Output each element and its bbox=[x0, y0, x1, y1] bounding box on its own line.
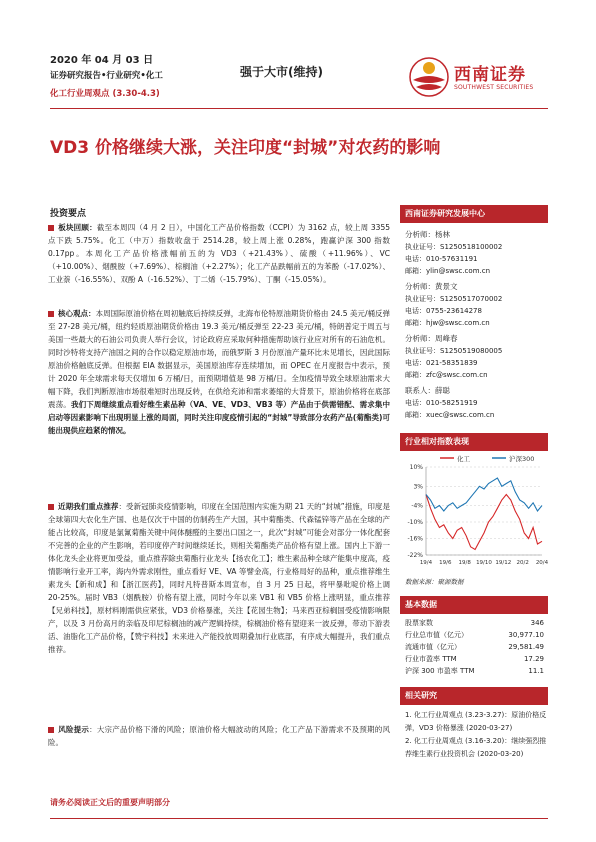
bullet-icon bbox=[48, 727, 54, 733]
chart-header: 行业相对指数表现 bbox=[400, 433, 548, 451]
team-header: 西南证券研究发展中心 bbox=[400, 205, 548, 223]
analyst-name: 分析师：周峰春 bbox=[405, 334, 458, 343]
analyst-cert: 执业证号：S1250519080005 bbox=[405, 347, 503, 355]
basic-data-row bbox=[400, 641, 548, 653]
y-tick-label: -22% bbox=[407, 552, 423, 559]
analyst-phone: 电话：010-57631191 bbox=[405, 255, 478, 263]
paragraph-core-view bbox=[48, 307, 390, 437]
company-logo bbox=[408, 54, 548, 104]
report-series: 化工行业周观点 (3.30-4.3) bbox=[50, 89, 160, 99]
bullet-icon bbox=[48, 504, 54, 510]
basic-key: 行业总市值（亿元） bbox=[405, 631, 468, 639]
paragraph-text: 截至本周四（4 月 2 日），中国化工产品价格指数（CCPI）为 3162 点，较上周 3355 点下跌 5.75%。化工（中万）指数收盘于 2514.28，较上周上涨 0.28%，跑赢沪深 300 指数 0.17pp。本周化工产品价格涨幅前五的为 VD3（+21.43%）、硫酸（+11.96%）、VC（+10.00%）、烟酰胺（+7.69%）、棕榈油（+2.27%）；化工产品跌幅前五的为苯酚（-17.02%）、工业萘（-16.55%）、双酚 A（-16.52%）、丁二烯（-15.79%）、丁酮（-15.05%）。 bbox=[48, 223, 391, 284]
relative-index-chart bbox=[400, 451, 548, 573]
analyst-email[interactable]: 邮箱：ylin@swsc.com.cn bbox=[405, 267, 491, 275]
paragraph-risk bbox=[48, 723, 390, 749]
basic-data-row bbox=[400, 629, 548, 641]
analyst-phone: 电话：0755-23614278 bbox=[405, 307, 482, 315]
chart-source: 数据来源：聚源数据 bbox=[405, 578, 464, 586]
y-tick-label: -16% bbox=[407, 535, 423, 543]
paragraph-label: 近期我们重点推荐 bbox=[58, 502, 119, 511]
y-tick-label: -10% bbox=[407, 519, 423, 526]
analyst-card bbox=[400, 281, 548, 329]
related-research-item[interactable]: 1. 化工行业周观点 (3.23-3.27)：原油价格反弹，VD3 价格暴涨 (2020-03-27) bbox=[405, 711, 547, 732]
footer-divider bbox=[50, 818, 548, 819]
basic-data-row bbox=[400, 653, 548, 665]
x-tick-label: 19/4 bbox=[419, 560, 433, 566]
related-research-header: 相关研究 bbox=[400, 687, 548, 705]
y-tick-label: -4% bbox=[411, 502, 423, 510]
analyst-email[interactable]: 邮箱：hjw@swsc.com.cn bbox=[405, 319, 490, 327]
y-tick-label: 10% bbox=[409, 464, 423, 471]
x-tick-label: 19/12 bbox=[495, 560, 512, 566]
bullet-icon bbox=[48, 225, 54, 231]
legend-label: 化工 bbox=[457, 455, 470, 463]
paragraph-label: 板块回顾： bbox=[58, 223, 97, 232]
analyst-name: 分析师：黄景文 bbox=[405, 282, 458, 291]
basic-value: 29,581.49 bbox=[508, 643, 544, 651]
header-divider bbox=[50, 108, 548, 109]
analyst-name: 分析师：杨林 bbox=[405, 230, 450, 239]
report-category: 证券研究报告•行业研究•化工 bbox=[50, 71, 163, 81]
basic-data-header: 基本数据 bbox=[400, 596, 548, 614]
related-research-item[interactable]: 2. 化工行业周观点 (3.16-3.20)：继续强烈推荐维生素行业投资机会 (2020-03-20) bbox=[405, 737, 547, 758]
analyst-card bbox=[400, 229, 548, 277]
disclaimer-note: 请务必阅读正文后的重要声明部分 bbox=[50, 798, 170, 807]
basic-key: 流通市值（亿元） bbox=[405, 643, 461, 651]
contact-phone: 电话：010-58251919 bbox=[405, 399, 478, 407]
report-date: 2020 年 04 月 03 日 bbox=[50, 55, 154, 66]
analyst-cert: 执业证号：S1250517070002 bbox=[405, 295, 503, 303]
contact-card bbox=[400, 385, 548, 421]
basic-key: 沪深 300 市盈率 TTM bbox=[405, 667, 475, 675]
basic-data-row bbox=[400, 665, 548, 677]
page-title: VD3 价格继续大涨，关注印度“封城”对农药的影响 bbox=[50, 138, 441, 158]
legend-label: 沪深300 bbox=[509, 455, 535, 463]
contact-email[interactable]: 邮箱：xuec@swsc.com.cn bbox=[405, 411, 495, 419]
analyst-email[interactable]: 邮箱：zfc@swsc.com.cn bbox=[405, 371, 488, 379]
paragraph-label: 核心观点： bbox=[58, 309, 96, 318]
basic-data-row bbox=[400, 617, 548, 629]
logo-subtitle: SOUTHWEST SECURITIES bbox=[454, 84, 534, 91]
section-title: 投资要点 bbox=[50, 209, 87, 219]
basic-value: 11.1 bbox=[528, 667, 544, 675]
x-tick-label: 20/4 bbox=[535, 560, 548, 566]
paragraph-review bbox=[48, 221, 390, 286]
bullet-icon bbox=[48, 311, 54, 317]
paragraph-label: 风险提示 bbox=[58, 725, 90, 734]
paragraph-recommend bbox=[48, 500, 390, 656]
basic-value: 17.29 bbox=[523, 655, 544, 663]
logo-name: 西南证券 bbox=[454, 65, 526, 85]
x-tick-label: 20/2 bbox=[516, 560, 529, 566]
analyst-phone: 电话：021-58351839 bbox=[405, 359, 478, 367]
paragraph-text: ：大宗产品价格下滑的风险；原油价格大幅波动的风险；化工产品下游需求不及预期的风险。 bbox=[48, 725, 391, 747]
paragraph-bold-text: 我们下周继续重点看好维生素品种（VA、VE、VD3、VB3 等）产品由于供需错配、需求集中启动等因素影响下出现明显上涨的局面，同时关注印度疫情引起的“封城”导致部分农药产品(菊酯类)可能出现供应趋紧的情况。 bbox=[48, 400, 391, 435]
basic-key: 行业市盈率 TTM bbox=[405, 655, 457, 663]
contact-name: 联系人：薛聪 bbox=[405, 386, 450, 395]
analyst-cert: 执业证号：S1250518100002 bbox=[405, 243, 503, 251]
basic-value: 30,977.10 bbox=[508, 631, 544, 639]
y-tick-label: 3% bbox=[413, 483, 423, 491]
paragraph-text: 本周国际原油价格在周初触底后持续反弹，北海布伦特原油期货价格由 24.5 美元/桶反弹至 27-28 美元/桶，纽约轻质原油期货价格由 19.3 美元/桶反弹至 22-23 美元/桶，特朗普定于周五与美国一些最大的石油公司负责人举行会议，讨论政府应采取何种措施帮助该行业应对所有的石油危机。同时沙特将支持产油国之间的合作以稳定原油市场，而俄罗斯 3 月份原油产量环比未见增长，因此国际原油价格触底反弹。但根据 EIA 数据显示，美国原油库存连续增加，而 OPEC 在月度报告中表示，预计 2020 年全球需求每天仅增加 6 万桶/日，而预期增值是 98 万桶/日。全加疫情导致全球原油需求大幅下降，我们判断原油市场很难短时出现反转，在供给充沛和需求萎缩的大背景下，原油价格将在底部震荡。 bbox=[48, 309, 391, 409]
industry-rating: 强于大市(维持) bbox=[240, 65, 323, 79]
sidebar bbox=[400, 205, 548, 761]
paragraph-text: ：受新冠肺炎疫情影响，印度在全国范围内实施为期 21 天的“封城”措施，印度是全球第四大农化生产国、也是仅次于中国的仿制药生产大国，其中菊酯类、代森锰锌等产品在全球的产能占比较高，印度是氯氰菊酯关键中间体醚醛的主要出口国之一，此次“封城”可能会对部分一体化配套不完善的企业的产生影响，若印度停产时间继续延长，则相关菊酯类产品价格有望上涨。国内上下游一体化龙头企业将更加受益，重点推荐除虫菊酯行业龙头【扬农化工】；维生素品种全球产能集中度高，疫情影响行业开工率，海内外需求刚性，重点看好 VE、VA 等譬金高，行业格局好的品种，重点推荐维生素龙头【新和成】和【浙江医药】，同时凡特普斯本周宣布，自 3 月 25 日起，将甲暴吡啶价格上调 20-25%。届时 VB3（烟酰胺）价格有望上涨，同时今年以来 VB1 和 VB5 价格上涨明显，重点推荐【兄弟科技】，原材料刚需供应紧张，VD3 价格暴涨，关注【花园生物】；马来西亚棕榈国受疫情影响限产，以及 3 月份高月的亲临及印尼棕榈油的减产逻辑持续，棕榈油价格有望迎来一波反弹，带动下游表活、油脂化工产品价格，【赞宇科技】未来进入产能投放周期叠加行业底部，有序成大幅提升，我们重点推荐。 bbox=[48, 502, 390, 654]
logo-mark-icon bbox=[408, 56, 450, 98]
series-line bbox=[426, 478, 542, 511]
x-tick-label: 19/6 bbox=[439, 560, 452, 566]
basic-key: 股票家数 bbox=[405, 619, 433, 627]
x-tick-label: 19/8 bbox=[458, 560, 471, 566]
analyst-card bbox=[400, 333, 548, 381]
basic-value: 346 bbox=[530, 619, 544, 627]
x-tick-label: 19/10 bbox=[476, 560, 492, 566]
